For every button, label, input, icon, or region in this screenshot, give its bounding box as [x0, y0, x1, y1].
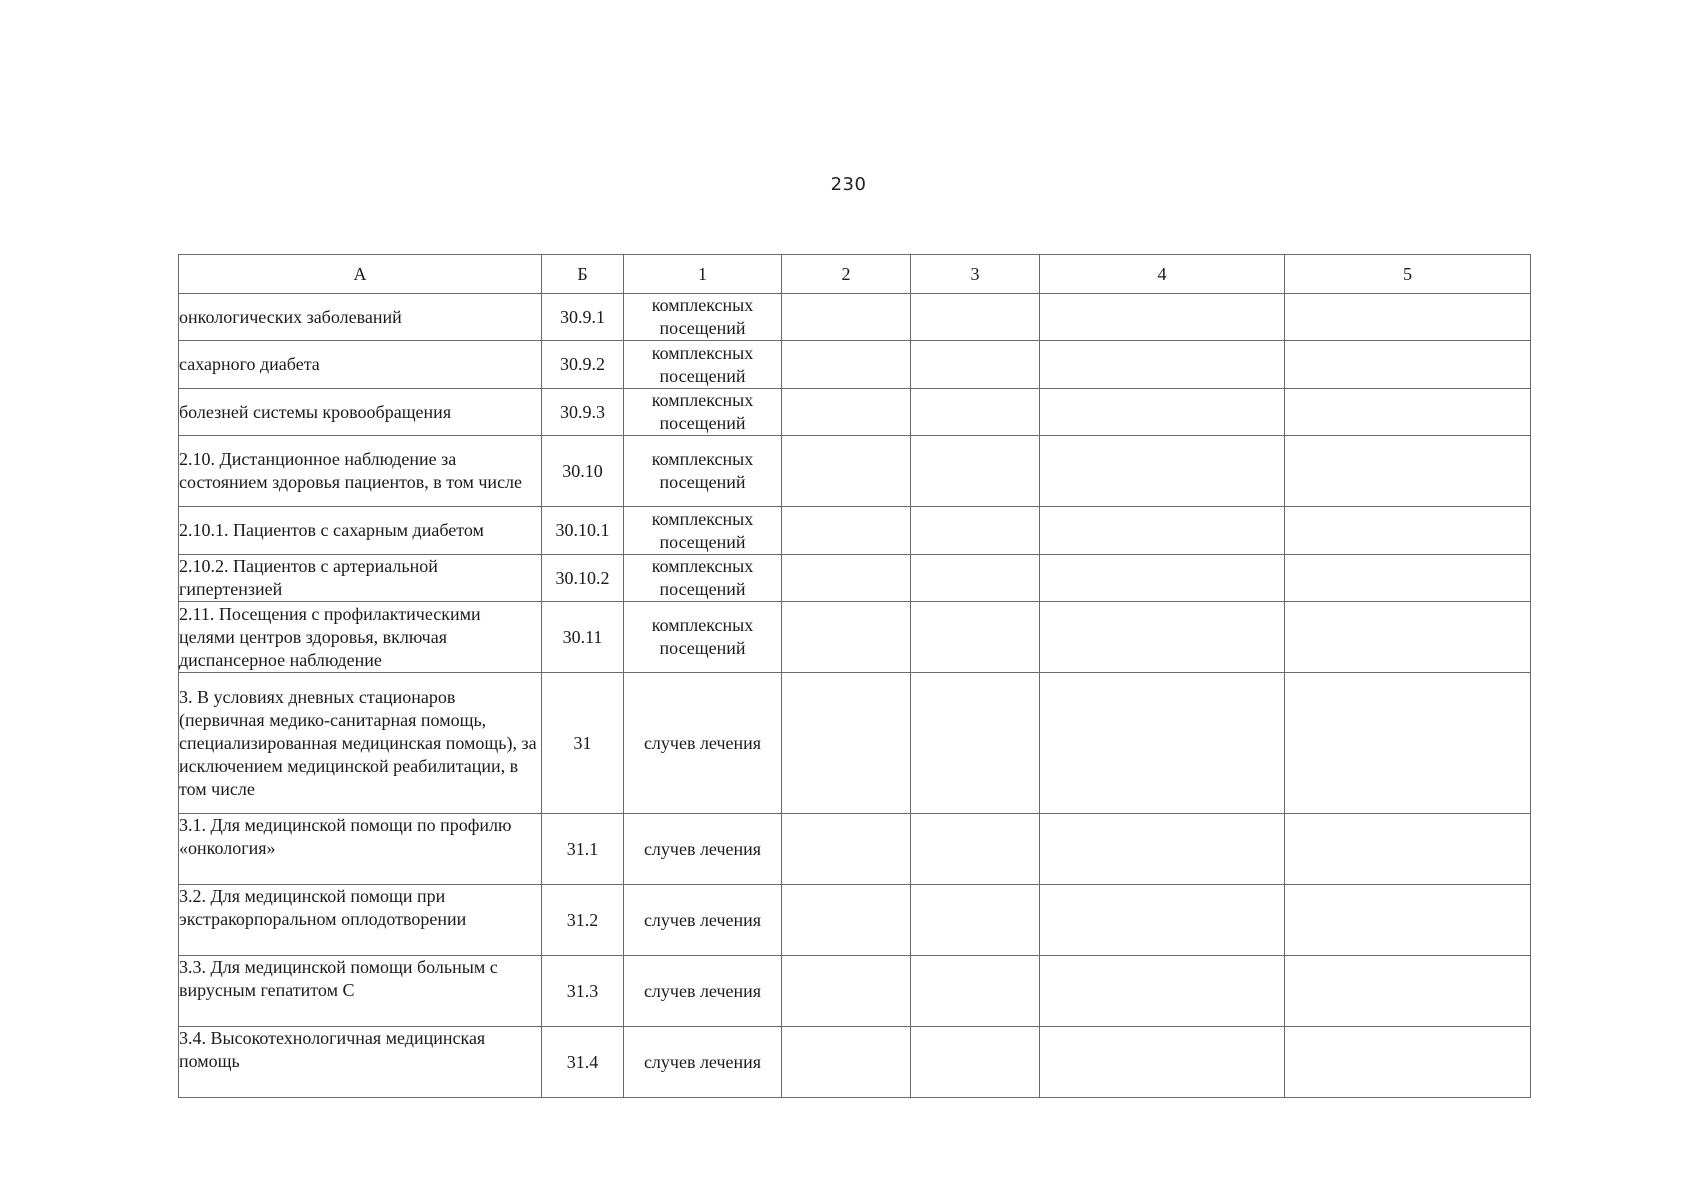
cell-col-3: [911, 341, 1040, 389]
cell-col-3: [911, 436, 1040, 507]
cell-col-5: [1285, 1027, 1531, 1098]
row-unit: комплексных посещений: [624, 555, 782, 602]
column-header-5: 5: [1285, 255, 1531, 294]
cell-col-3: [911, 956, 1040, 1027]
cell-col-4: [1040, 1027, 1285, 1098]
cell-col-4: [1040, 602, 1285, 673]
data-table: [178, 254, 1531, 1098]
row-unit: случев лечения: [624, 673, 782, 814]
table-row: [179, 436, 1531, 507]
cell-col-2: [782, 389, 911, 436]
cell-col-3: [911, 389, 1040, 436]
row-label: болезней системы кровообращения: [179, 389, 542, 436]
cell-col-4: [1040, 814, 1285, 885]
row-label: 3.1. Для медицинской помощи по профилю «онкология»: [179, 814, 542, 885]
cell-col-5: [1285, 814, 1531, 885]
cell-col-3: [911, 1027, 1040, 1098]
row-unit: случев лечения: [624, 885, 782, 956]
cell-col-3: [911, 555, 1040, 602]
cell-col-5: [1285, 507, 1531, 555]
row-code: 30.9.1: [542, 294, 624, 341]
row-label: 3.4. Высокотехнологичная медицинская помощь: [179, 1027, 542, 1098]
row-code: 31.1: [542, 814, 624, 885]
cell-col-2: [782, 602, 911, 673]
column-header-3: 3: [911, 255, 1040, 294]
row-label: 2.10.2. Пациентов с артериальной гипертензией: [179, 555, 542, 602]
cell-col-5: [1285, 602, 1531, 673]
row-label: сахарного диабета: [179, 341, 542, 389]
table-row: [179, 555, 1531, 602]
row-unit: комплексных посещений: [624, 507, 782, 555]
column-header-2: 2: [782, 255, 911, 294]
cell-col-3: [911, 507, 1040, 555]
row-unit: случев лечения: [624, 956, 782, 1027]
table-row: [179, 507, 1531, 555]
header-row: [179, 255, 1531, 294]
cell-col-5: [1285, 389, 1531, 436]
row-code: 30.10: [542, 436, 624, 507]
row-label: онкологических заболеваний: [179, 294, 542, 341]
cell-col-4: [1040, 956, 1285, 1027]
row-code: 31.2: [542, 885, 624, 956]
table-row: [179, 814, 1531, 885]
cell-col-3: [911, 885, 1040, 956]
row-code: 30.10.2: [542, 555, 624, 602]
table-row: [179, 389, 1531, 436]
row-label: 3. В условиях дневных стационаров (первичная медико-санитарная помощь, специализированная медицинская помощь), за исключением медицинской реабилитации, в том числе: [179, 673, 542, 814]
cell-col-4: [1040, 341, 1285, 389]
row-unit: комплексных посещений: [624, 294, 782, 341]
table-row: [179, 294, 1531, 341]
cell-col-4: [1040, 507, 1285, 555]
cell-col-2: [782, 885, 911, 956]
cell-col-4: [1040, 555, 1285, 602]
column-header-4: 4: [1040, 255, 1285, 294]
cell-col-5: [1285, 294, 1531, 341]
table-body: [179, 294, 1531, 1098]
cell-col-3: [911, 602, 1040, 673]
cell-col-2: [782, 341, 911, 389]
row-unit: случев лечения: [624, 814, 782, 885]
table-header: [179, 255, 1531, 294]
row-code: 30.9.3: [542, 389, 624, 436]
cell-col-4: [1040, 389, 1285, 436]
cell-col-2: [782, 673, 911, 814]
cell-col-4: [1040, 885, 1285, 956]
table-row: [179, 1027, 1531, 1098]
table-row: [179, 885, 1531, 956]
table-row: [179, 341, 1531, 389]
cell-col-2: [782, 507, 911, 555]
row-code: 30.10.1: [542, 507, 624, 555]
cell-col-5: [1285, 956, 1531, 1027]
cell-col-5: [1285, 555, 1531, 602]
column-header-a: А: [179, 255, 542, 294]
row-label: 3.2. Для медицинской помощи при экстракорпоральном оплодотворении: [179, 885, 542, 956]
row-code: 31.4: [542, 1027, 624, 1098]
cell-col-5: [1285, 436, 1531, 507]
row-label: 2.10. Дистанционное наблюдение за состоянием здоровья пациентов, в том числе: [179, 436, 542, 507]
row-unit: комплексных посещений: [624, 602, 782, 673]
cell-col-2: [782, 956, 911, 1027]
cell-col-3: [911, 673, 1040, 814]
cell-col-2: [782, 1027, 911, 1098]
cell-col-5: [1285, 673, 1531, 814]
row-unit: комплексных посещений: [624, 436, 782, 507]
cell-col-2: [782, 814, 911, 885]
row-code: 31: [542, 673, 624, 814]
cell-col-2: [782, 294, 911, 341]
cell-col-2: [782, 436, 911, 507]
cell-col-5: [1285, 341, 1531, 389]
cell-col-4: [1040, 673, 1285, 814]
column-header-b: Б: [542, 255, 624, 294]
row-code: 31.3: [542, 956, 624, 1027]
row-unit: комплексных посещений: [624, 341, 782, 389]
table-row: [179, 673, 1531, 814]
table-row: [179, 956, 1531, 1027]
table-row: [179, 602, 1531, 673]
cell-col-4: [1040, 436, 1285, 507]
cell-col-3: [911, 294, 1040, 341]
column-header-1: 1: [624, 255, 782, 294]
cell-col-2: [782, 555, 911, 602]
cell-col-3: [911, 814, 1040, 885]
row-label: 2.11. Посещения с профилактическими целями центров здоровья, включая диспансерное наблюдение: [179, 602, 542, 673]
cell-col-4: [1040, 294, 1285, 341]
page-number: 230: [830, 174, 867, 195]
cell-col-5: [1285, 885, 1531, 956]
row-code: 30.9.2: [542, 341, 624, 389]
row-label: 2.10.1. Пациентов с сахарным диабетом: [179, 507, 542, 555]
row-unit: случев лечения: [624, 1027, 782, 1098]
row-label: 3.3. Для медицинской помощи больным с вирусным гепатитом С: [179, 956, 542, 1027]
row-code: 30.11: [542, 602, 624, 673]
row-unit: комплексных посещений: [624, 389, 782, 436]
